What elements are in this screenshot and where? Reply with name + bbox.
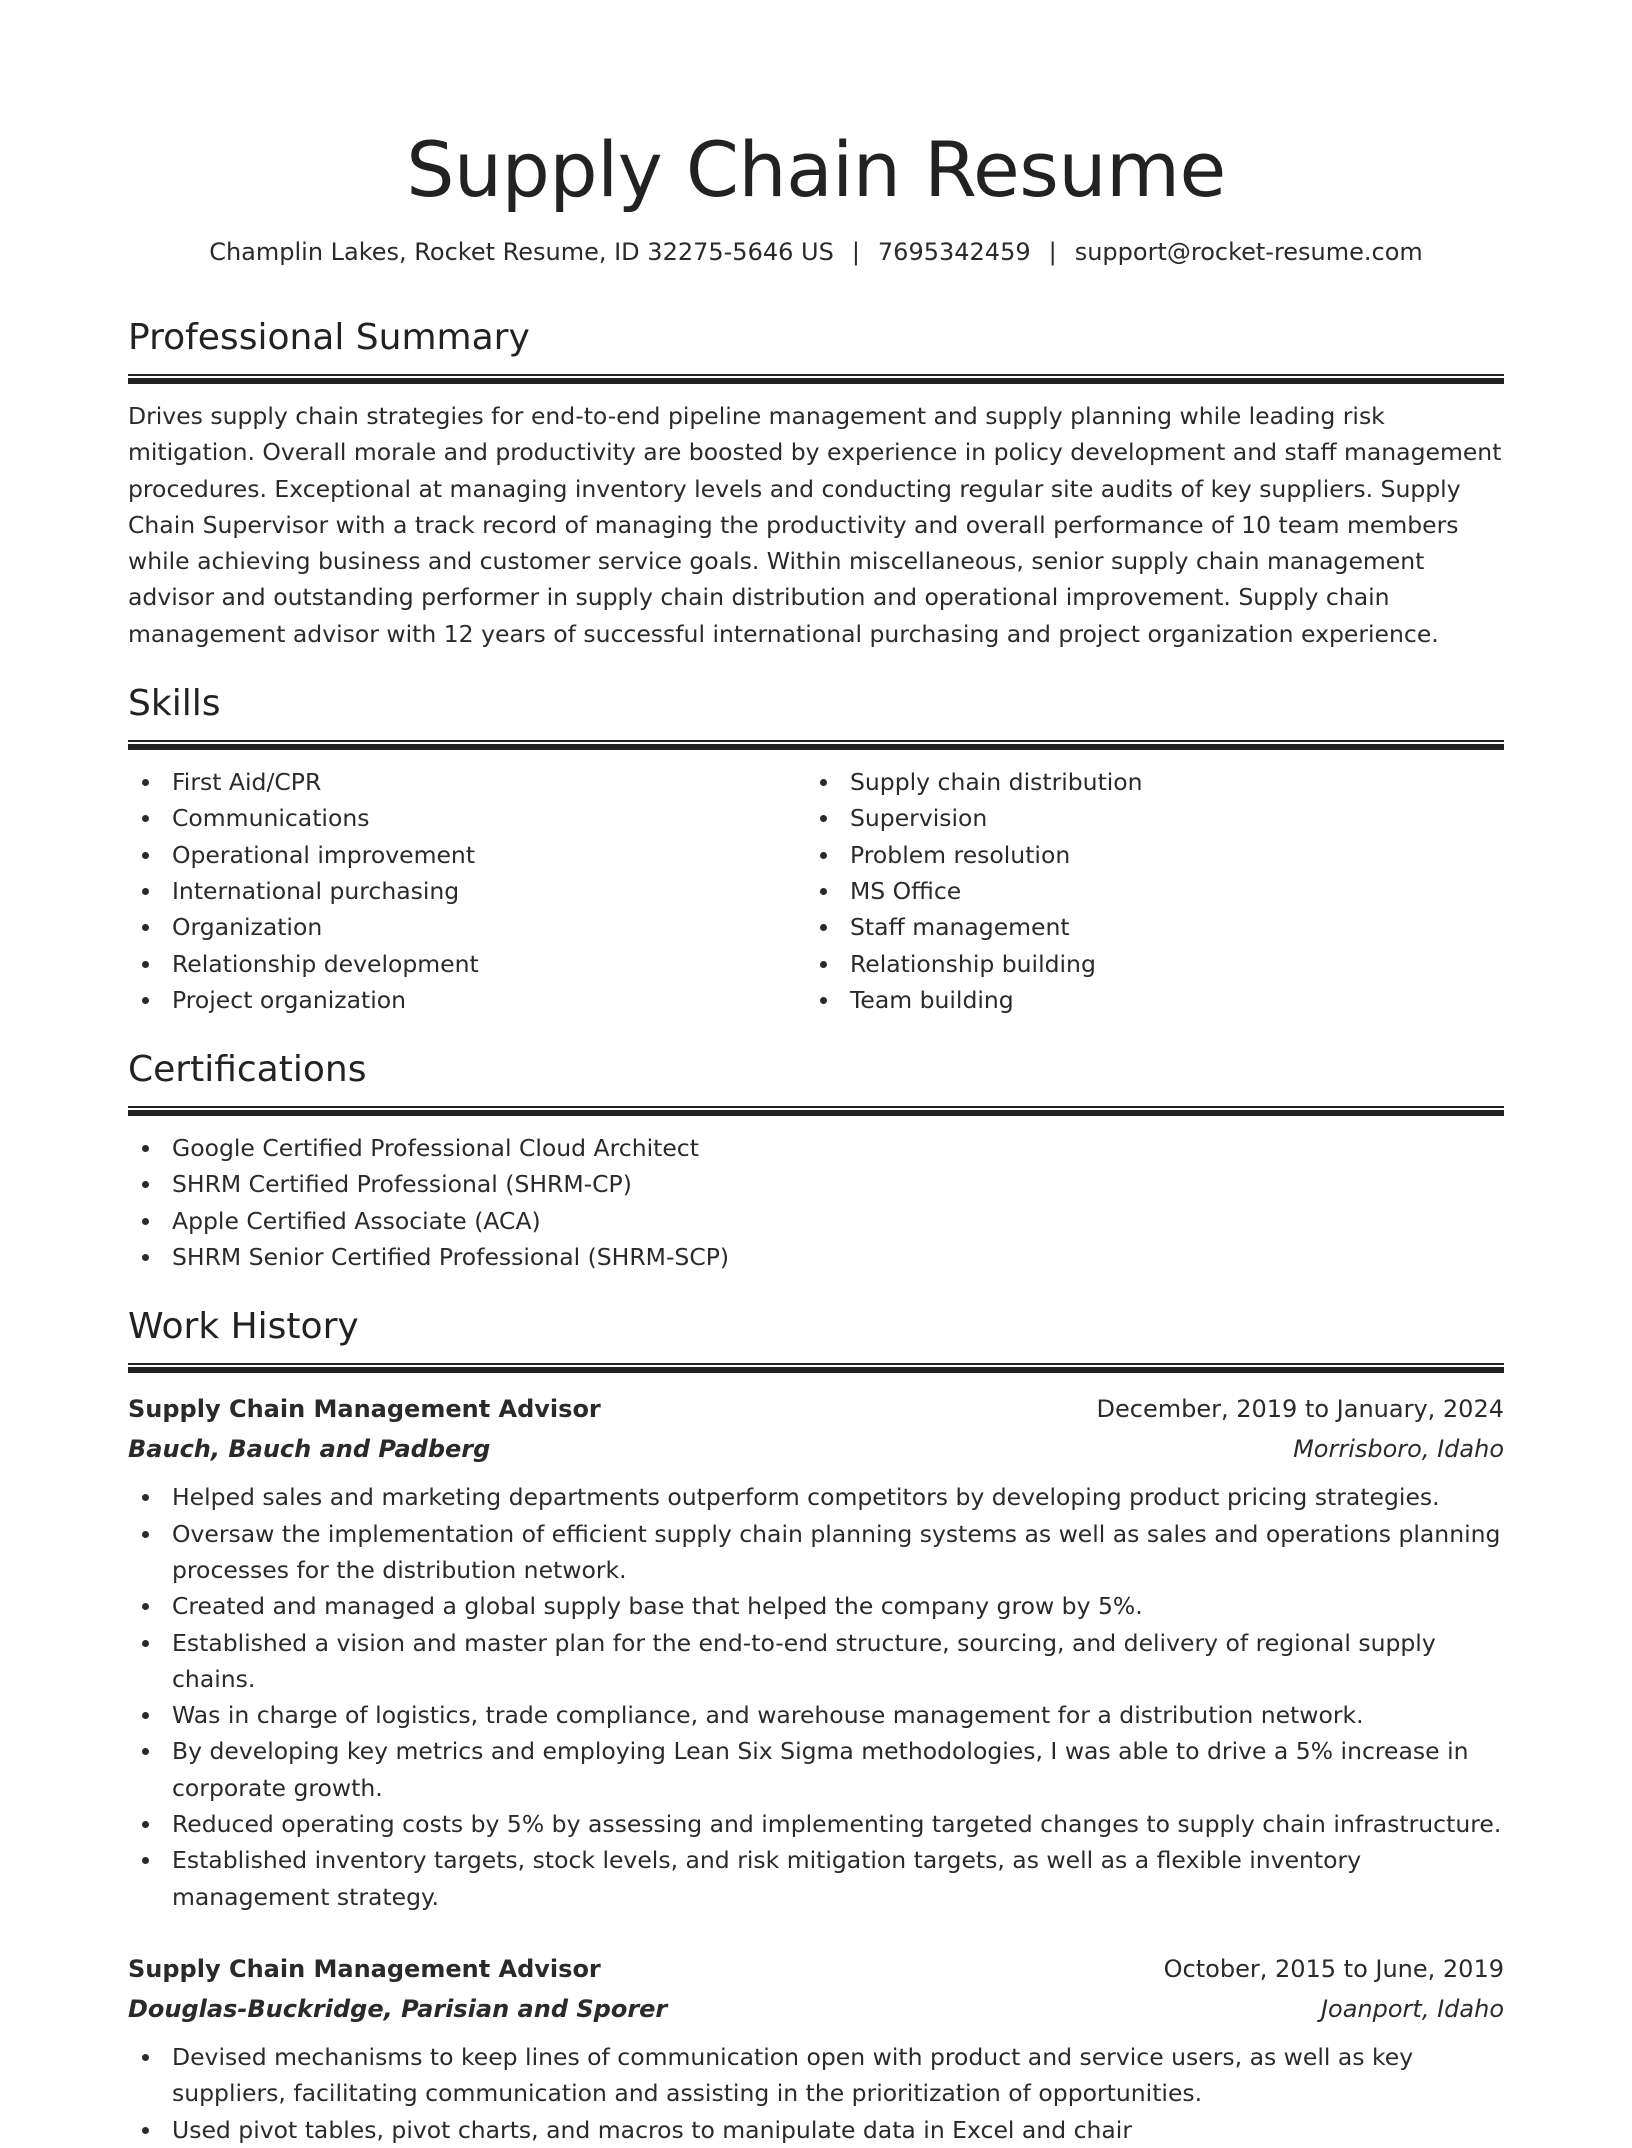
job-bullet: Oversaw the implementation of efficient supply chain planning systems as well as sales and operations planning processes for the distribution network.: [128, 1516, 1504, 1589]
job-bullets: [128, 2039, 1504, 2148]
certification-item: SHRM Senior Certified Professional (SHRM-SCP): [128, 1239, 1504, 1275]
job-bullet: Reduced operating costs by 5% by assessing and implementing targeted changes to supply chain infrastructure.: [128, 1806, 1504, 1842]
certifications-section: [128, 1048, 1504, 1275]
job-title: Supply Chain Management Advisor: [128, 1395, 601, 1424]
skill-item: First Aid/CPR: [128, 764, 806, 800]
resume-name: Supply Chain Resume: [406, 125, 1226, 214]
skill-item: Supervision: [806, 800, 1484, 836]
summary-text: Drives supply chain strategies for end-to-end pipeline management and supply planning while leading risk mitigation. Overall morale and productivity are boosted by experience in policy development and staff management procedures. Exceptional at managing inventory levels and conducting regular site audits of key suppliers. Supply Chain Supervisor with a track record of managing the productivity and overall performance of 10 team members while achieving business and customer service goals. Within miscellaneous, senior supply chain management advisor and outstanding performer in supply chain distribution and operational improvement. Supply chain management advisor with 12 years of successful international purchasing and project organization experience.: [128, 402, 1502, 648]
job-bullet: Devised mechanisms to keep lines of communication open with product and service users, as well as key suppliers, facilitating communication and assisting in the prioritization of opportunities.: [128, 2039, 1504, 2112]
job-subheader: [128, 1989, 1504, 2029]
job-bullet: Was in charge of logistics, trade compliance, and warehouse management for a distribution network.: [128, 1697, 1504, 1733]
skill-item: Project organization: [128, 982, 806, 1018]
certification-item: SHRM Certified Professional (SHRM-CP): [128, 1166, 1504, 1202]
professional-summary-section: [128, 316, 1504, 652]
section-title: Professional Summary: [128, 317, 530, 358]
job-bullet: Established a vision and master plan for the end-to-end structure, sourcing, and delivery of regional supply chains.: [128, 1625, 1504, 1698]
contact-address: Champlin Lakes, Rocket Resume, ID 32275-5646 US: [209, 238, 834, 266]
job-entry: [128, 1389, 1504, 1915]
certification-item: Google Certified Professional Cloud Architect: [128, 1130, 1504, 1166]
certification-item: Apple Certified Associate (ACA): [128, 1203, 1504, 1239]
certifications-list: [128, 1130, 1504, 1275]
job-dates: October, 2015 to June, 2019: [1163, 1954, 1504, 1983]
job-entry: [128, 1949, 1504, 2148]
skill-item: Supply chain distribution: [806, 764, 1484, 800]
job-company: Douglas-Buckridge, Parisian and Sporer: [128, 1994, 668, 2023]
job-location: Joanport, Idaho: [1320, 1994, 1504, 2023]
skills-right-list: [806, 764, 1484, 1018]
skill-item: Operational improvement: [128, 837, 806, 873]
job-bullet: Created and managed a global supply base that helped the company grow by 5%.: [128, 1588, 1504, 1624]
job-title: Supply Chain Management Advisor: [128, 1954, 601, 1983]
skill-item: International purchasing: [128, 873, 806, 909]
job-dates: December, 2019 to January, 2024: [1096, 1395, 1504, 1424]
section-divider: [128, 1106, 1504, 1116]
section-title: Work History: [128, 1306, 359, 1348]
contact-email: support@rocket-resume.com: [1074, 238, 1423, 266]
skill-item: Problem resolution: [806, 837, 1484, 873]
section-title: Certifications: [128, 1049, 367, 1091]
skills-left-list: [128, 764, 806, 1018]
job-bullet: Used pivot tables, pivot charts, and macros to manipulate data in Excel and chair: [128, 2112, 1504, 2148]
skill-item: Communications: [128, 800, 806, 836]
contact-phone: 7695342459: [877, 238, 1031, 266]
contact-line: [128, 236, 1504, 268]
job-bullets: [128, 1479, 1504, 1915]
job-header: [128, 1949, 1504, 1989]
skill-item: Relationship development: [128, 946, 806, 982]
job-company: Bauch, Bauch and Padberg: [128, 1435, 491, 1464]
contact-separator: |: [851, 238, 860, 266]
skills-section: [128, 682, 1504, 1018]
contact-separator: |: [1048, 238, 1057, 266]
section-divider: [128, 1363, 1504, 1373]
skill-item: Staff management: [806, 909, 1484, 945]
job-bullet: Helped sales and marketing departments outperform competitors by developing product pricing strategies.: [128, 1479, 1504, 1515]
job-bullet: By developing key metrics and employing Lean Six Sigma methodologies, I was able to drive a 5% increase in corporate growth.: [128, 1733, 1504, 1806]
work-history-section: [128, 1305, 1504, 2147]
job-bullet: Established inventory targets, stock levels, and risk mitigation targets, as well as a flexible inventory management strategy.: [128, 1842, 1504, 1915]
section-divider: [128, 740, 1504, 750]
skill-item: Organization: [128, 909, 806, 945]
skill-item: Relationship building: [806, 946, 1484, 982]
job-location: Morrisboro, Idaho: [1293, 1435, 1504, 1464]
resume-page: [128, 0, 1504, 2148]
section-title: Skills: [128, 683, 221, 725]
section-divider: [128, 374, 1504, 384]
skill-item: MS Office: [806, 873, 1484, 909]
skill-item: Team building: [806, 982, 1484, 1018]
job-subheader: [128, 1429, 1504, 1469]
skills-columns: [128, 764, 1504, 1018]
job-header: [128, 1389, 1504, 1429]
